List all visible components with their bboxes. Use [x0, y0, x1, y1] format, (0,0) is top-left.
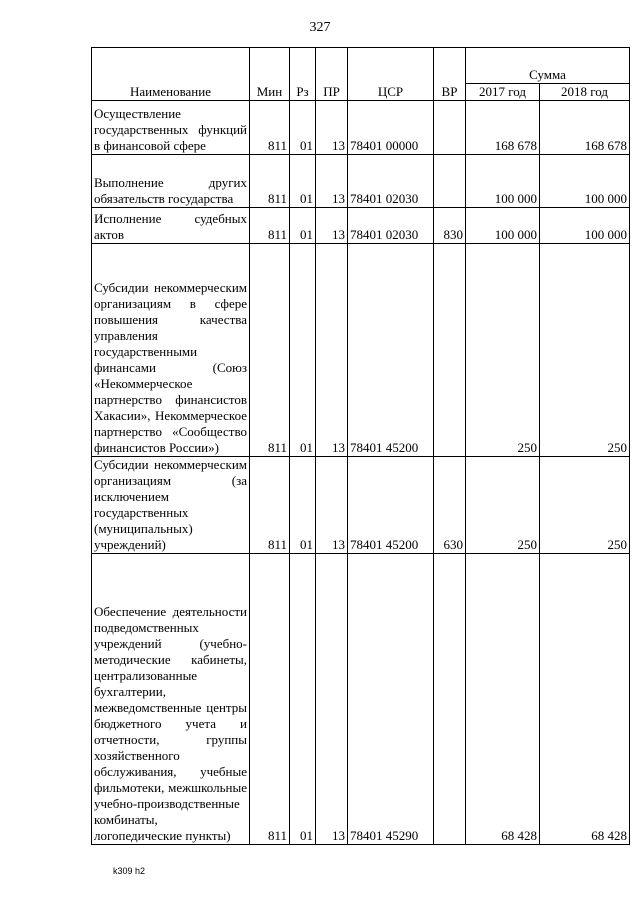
header-name: Наименование	[92, 48, 250, 101]
table-row	[92, 101, 630, 155]
row-vr	[434, 554, 466, 845]
row-2017: 250	[466, 457, 540, 554]
row-vr	[434, 101, 466, 155]
footer-code: k309 h2	[113, 866, 146, 876]
row-pr: 13	[316, 554, 348, 845]
row-csr: 78401 45200	[348, 457, 434, 554]
row-csr: 78401 45290	[348, 554, 434, 845]
row-csr: 78401 00000	[348, 101, 434, 155]
row-min: 811	[250, 155, 290, 208]
row-name: Осуществление государственных функций в финансовой сфере	[92, 101, 250, 155]
budget-table	[91, 47, 630, 845]
row-pr: 13	[316, 101, 348, 155]
header-2018: 2018 год	[540, 84, 630, 101]
header-min: Мин	[250, 48, 290, 101]
row-pr: 13	[316, 208, 348, 244]
table-row	[92, 244, 630, 457]
header-csr: ЦСР	[348, 48, 434, 101]
row-pr: 13	[316, 155, 348, 208]
row-vr	[434, 155, 466, 208]
row-pr: 13	[316, 457, 348, 554]
row-rz: 01	[290, 155, 316, 208]
header-rz: Рз	[290, 48, 316, 101]
row-name: Исполнение судебных актов	[92, 208, 250, 244]
row-name: Субсидии некоммерческим организациям в сфере повышения качества управления государственными финансами (Союз «Некоммерческое партнерство финансистов Хакасии», Некоммерческое партнерство «Сообщество финансистов России»)	[92, 244, 250, 457]
row-vr	[434, 244, 466, 457]
row-vr: 630	[434, 457, 466, 554]
row-2018: 100 000	[540, 208, 630, 244]
row-rz: 01	[290, 101, 316, 155]
table-row	[92, 155, 630, 208]
header-vr: ВР	[434, 48, 466, 101]
row-name: Субсидии некоммерческим организациям (за исключением государственных (муниципальных) учреждений)	[92, 457, 250, 554]
row-min: 811	[250, 101, 290, 155]
row-csr: 78401 02030	[348, 208, 434, 244]
row-rz: 01	[290, 457, 316, 554]
row-min: 811	[250, 244, 290, 457]
header-2017: 2017 год	[466, 84, 540, 101]
row-2017: 250	[466, 244, 540, 457]
row-rz: 01	[290, 244, 316, 457]
row-2018: 250	[540, 244, 630, 457]
row-min: 811	[250, 208, 290, 244]
table-row	[92, 208, 630, 244]
row-vr: 830	[434, 208, 466, 244]
row-2017: 68 428	[466, 554, 540, 845]
row-csr: 78401 45200	[348, 244, 434, 457]
row-rz: 01	[290, 208, 316, 244]
row-rz: 01	[290, 554, 316, 845]
header-sum: Сумма	[466, 48, 630, 84]
row-2018: 68 428	[540, 554, 630, 845]
row-pr: 13	[316, 244, 348, 457]
row-2017: 168 678	[466, 101, 540, 155]
row-2017: 100 000	[466, 208, 540, 244]
header-pr: ПР	[316, 48, 348, 101]
row-2018: 100 000	[540, 155, 630, 208]
row-2018: 168 678	[540, 101, 630, 155]
table-row	[92, 457, 630, 554]
row-name: Обеспечение деятельности подведомственных учреждений (учебно-методические кабинеты, централизованные бухгалтерии, межведомственные центры бюджетного учета и отчетности, группы хозяйственного обслуживания, учебные фильмотеки, межшкольные учебно-производственные комбинаты, логопедические пункты)	[92, 554, 250, 845]
row-min: 811	[250, 457, 290, 554]
row-2018: 250	[540, 457, 630, 554]
page-number: 327	[309, 20, 331, 35]
row-name: Выполнение других обязательств государства	[92, 155, 250, 208]
row-min: 811	[250, 554, 290, 845]
table-row	[92, 554, 630, 845]
row-csr: 78401 02030	[348, 155, 434, 208]
row-2017: 100 000	[466, 155, 540, 208]
